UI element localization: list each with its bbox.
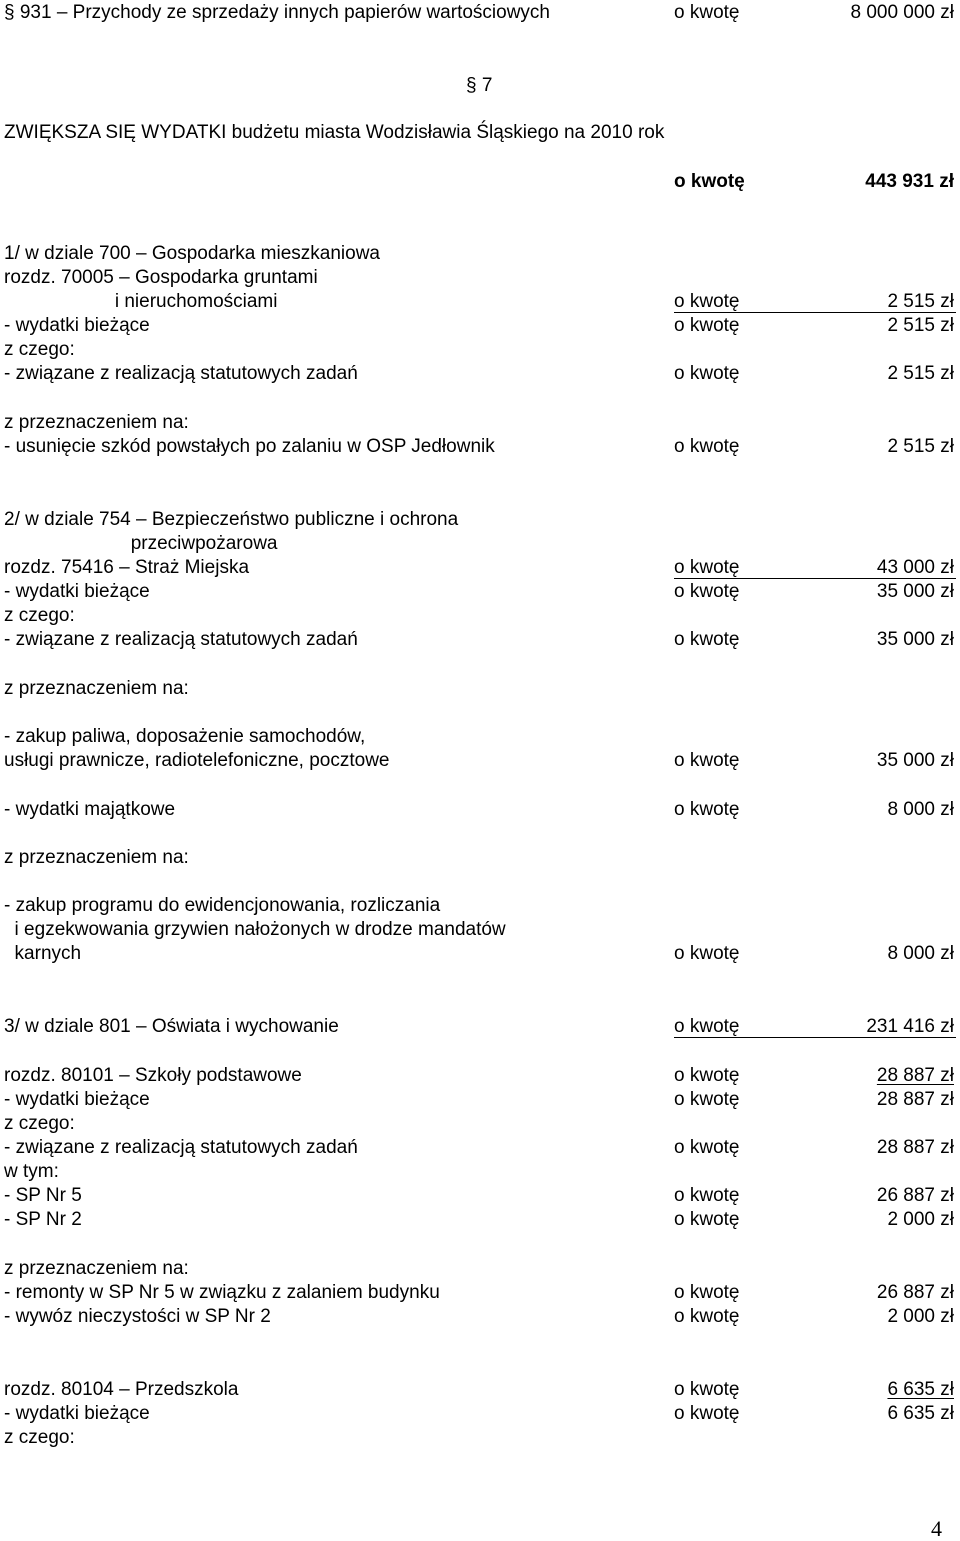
amount-value: 8 000 zł bbox=[887, 799, 954, 820]
amount-value: 26 887 zł bbox=[876, 1282, 954, 1303]
amount-value: 2 515 zł bbox=[887, 291, 954, 312]
line-label: - wydatki bieżące bbox=[4, 581, 150, 602]
section-heading: § 7 bbox=[466, 75, 493, 96]
amount-prefix: o kwotę bbox=[674, 171, 745, 192]
amount-prefix: o kwotę bbox=[674, 1065, 740, 1086]
line-label: - remonty w SP Nr 5 w związku z zalaniem budynku bbox=[4, 1282, 440, 1303]
amount-prefix: o kwotę bbox=[674, 799, 740, 820]
amount-value: 2 000 zł bbox=[887, 1209, 954, 1230]
line-label: 1/ w dziale 700 – Gospodarka mieszkaniowa bbox=[4, 243, 380, 264]
line-label: - SP Nr 2 bbox=[4, 1209, 82, 1230]
amount-prefix: o kwotę bbox=[674, 750, 740, 771]
amount-value: 35 000 zł bbox=[876, 629, 954, 650]
amount-prefix: o kwotę bbox=[674, 315, 740, 336]
line-label: 3/ w dziale 801 – Oświata i wychowanie bbox=[4, 1016, 339, 1037]
line-label: - wydatki bieżące bbox=[4, 315, 150, 336]
line-label: rozdz. 75416 – Straż Miejska bbox=[4, 557, 250, 578]
amount-value: 35 000 zł bbox=[876, 750, 954, 771]
amount-value: 6 635 zł bbox=[887, 1379, 954, 1400]
line-label: z czego: bbox=[4, 1427, 75, 1448]
amount-prefix: o kwotę bbox=[674, 291, 740, 312]
line-label: przeciwpożarowa bbox=[4, 533, 278, 554]
amount-prefix: o kwotę bbox=[674, 581, 740, 602]
amount-prefix: o kwotę bbox=[674, 1137, 740, 1158]
amount-underline bbox=[674, 1037, 956, 1038]
amount-value: 2 515 zł bbox=[887, 315, 954, 336]
line-label: - zakup paliwa, doposażenie samochodów, bbox=[4, 726, 366, 747]
amount-value: 35 000 zł bbox=[876, 581, 954, 602]
line-label: ZWIĘKSZA SIĘ WYDATKI budżetu miasta Wodzisławia Śląskiego na 2010 rok bbox=[4, 122, 665, 143]
amount-value: 231 416 zł bbox=[866, 1016, 954, 1037]
line-label: rozdz. 80101 – Szkoły podstawowe bbox=[4, 1065, 302, 1086]
page-number: 4 bbox=[931, 1516, 942, 1541]
amount-value: 6 635 zł bbox=[887, 1403, 954, 1424]
amount-value: 28 887 zł bbox=[876, 1137, 954, 1158]
line-label: - wydatki majątkowe bbox=[4, 799, 176, 820]
line-label: z przeznaczeniem na: bbox=[4, 1258, 189, 1279]
amount-prefix: o kwotę bbox=[674, 629, 740, 650]
line-label: z czego: bbox=[4, 1113, 75, 1134]
line-label: w tym: bbox=[4, 1161, 59, 1182]
line-label: z przeznaczeniem na: bbox=[4, 847, 189, 868]
amount-prefix: o kwotę bbox=[674, 1306, 740, 1327]
line-label: - związane z realizacją statutowych zadań bbox=[4, 363, 358, 384]
line-label: z przeznaczeniem na: bbox=[4, 678, 189, 699]
line-label: karnych bbox=[4, 943, 82, 964]
line-label: usługi prawnicze, radiotelefoniczne, pocztowe bbox=[4, 750, 390, 771]
line-label: i nieruchomościami bbox=[4, 291, 278, 312]
line-label: z czego: bbox=[4, 339, 75, 360]
line-label: - związane z realizacją statutowych zadań bbox=[4, 1137, 358, 1158]
amount-prefix: o kwotę bbox=[674, 943, 740, 964]
line-label: § 931 – Przychody ze sprzedaży innych papierów wartościowych bbox=[4, 2, 550, 23]
amount-prefix: o kwotę bbox=[674, 2, 740, 23]
amount-value: 2 000 zł bbox=[887, 1306, 954, 1327]
amount-value: 28 887 zł bbox=[876, 1065, 954, 1086]
line-label: rozdz. 80104 – Przedszkola bbox=[4, 1379, 239, 1400]
amount-value: 8 000 zł bbox=[887, 943, 954, 964]
amount-value: 28 887 zł bbox=[876, 1089, 954, 1110]
line-label: z czego: bbox=[4, 605, 75, 626]
amount-prefix: o kwotę bbox=[674, 1282, 740, 1303]
amount-prefix: o kwotę bbox=[674, 436, 740, 457]
line-label: - usunięcie szkód powstałych po zalaniu w OSP Jedłownik bbox=[4, 436, 495, 457]
line-label: - SP Nr 5 bbox=[4, 1185, 82, 1206]
amount-value: 43 000 zł bbox=[876, 557, 954, 578]
line-label: - związane z realizacją statutowych zadań bbox=[4, 629, 358, 650]
amount-value: 2 515 zł bbox=[887, 436, 954, 457]
amount-prefix: o kwotę bbox=[674, 1016, 740, 1037]
line-label: - wydatki bieżące bbox=[4, 1089, 150, 1110]
line-label: - wywóz nieczystości w SP Nr 2 bbox=[4, 1306, 271, 1327]
amount-underline bbox=[674, 578, 956, 579]
amount-prefix: o kwotę bbox=[674, 1185, 740, 1206]
amount-prefix: o kwotę bbox=[674, 557, 740, 578]
amount-value: 26 887 zł bbox=[876, 1185, 954, 1206]
line-label: - zakup programu do ewidencjonowania, rozliczania bbox=[4, 895, 441, 916]
line-label: i egzekwowania grzywien nałożonych w drodze mandatów bbox=[4, 919, 506, 940]
line-label: rozdz. 70005 – Gospodarka gruntami bbox=[4, 267, 318, 288]
amount-value: 8 000 000 zł bbox=[850, 2, 954, 23]
amount-prefix: o kwotę bbox=[674, 1403, 740, 1424]
amount-prefix: o kwotę bbox=[674, 1379, 740, 1400]
amount-prefix: o kwotę bbox=[674, 1209, 740, 1230]
line-label: z przeznaczeniem na: bbox=[4, 412, 189, 433]
amount-underline bbox=[674, 312, 956, 313]
amount-value: 2 515 zł bbox=[887, 363, 954, 384]
line-label: - wydatki bieżące bbox=[4, 1403, 150, 1424]
amount-value: 443 931 zł bbox=[865, 171, 954, 192]
amount-prefix: o kwotę bbox=[674, 1089, 740, 1110]
line-label: 2/ w dziale 754 – Bezpieczeństwo publiczne i ochrona bbox=[4, 509, 459, 530]
amount-prefix: o kwotę bbox=[674, 363, 740, 384]
